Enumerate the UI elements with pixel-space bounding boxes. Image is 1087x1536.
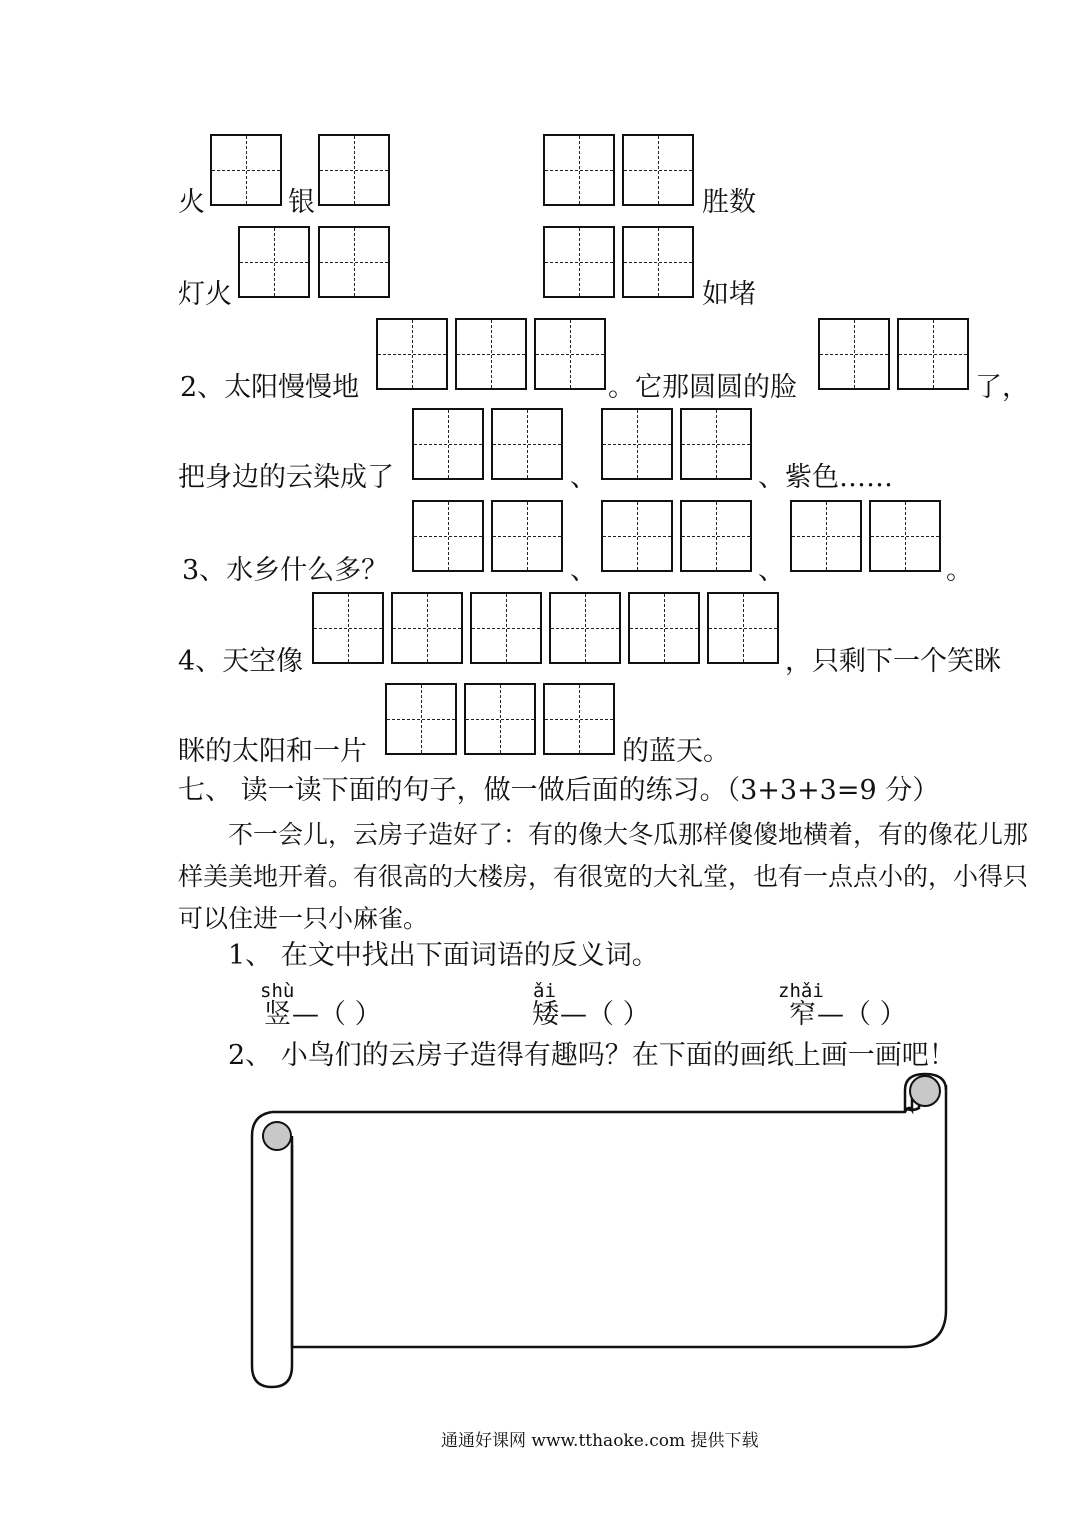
- q7-1-text: 1、 在文中找出下面词语的反义词。: [228, 940, 659, 971]
- passage-line-1: 不一会儿，云房子造好了：有的像大冬瓜那样傻傻地横着，有的像花儿那: [228, 820, 1029, 849]
- pinyin-zhai: zhǎi: [778, 980, 824, 1002]
- q3-end: 。: [946, 555, 973, 586]
- row1-char-yin: 银: [288, 187, 315, 218]
- row1-end-text: 胜数: [702, 187, 756, 218]
- q3-text: 3、水乡什么多？: [182, 555, 389, 586]
- row2-text: 灯火: [178, 279, 232, 310]
- pinyin-ai: ǎi: [533, 980, 556, 1002]
- q4-text-end: ，只剩下一个笑眯: [785, 646, 1001, 677]
- antonym-word: 窄: [789, 999, 816, 1030]
- antonym-blank[interactable]: —（ ）: [817, 999, 907, 1030]
- q4-text-a: 4、天空像: [178, 646, 304, 677]
- antonym-blank[interactable]: —（ ）: [292, 999, 382, 1030]
- antonym-word: 矮: [532, 999, 559, 1030]
- passage-line-3: 可以住进一只小麻雀。: [178, 904, 429, 933]
- antonym-word: 竖: [264, 999, 291, 1030]
- q2-text-b: 。它那圆圆的脸: [608, 372, 797, 403]
- q4-line2-text: 眯的太阳和一片: [178, 736, 367, 767]
- q2-line2-text: 把身边的云染成了: [178, 462, 394, 493]
- q3-sep: 、: [758, 555, 785, 586]
- antonym-blank[interactable]: —（ ）: [560, 999, 650, 1030]
- q2-sep: 、: [570, 462, 597, 493]
- passage-line-2: 样美美地开着。有很高的大楼房，有很宽的大礼堂，也有一点点小的，小得只: [178, 862, 1029, 891]
- q2-text-a: 2、太阳慢慢地: [180, 372, 360, 403]
- q2-text-c: 了，: [975, 372, 1029, 403]
- footer-text: 通通好课网 www.tthaoke.com 提供下载: [441, 1431, 759, 1451]
- q3-sep: 、: [570, 555, 597, 586]
- q7-2-text: 2、 小鸟们的云房子造得有趣吗？在下面的画纸上画一画吧！: [228, 1040, 956, 1071]
- row1-char-huo: 火: [178, 187, 205, 218]
- section-7-heading: 七、 读一读下面的句子，做一做后面的练习。（3+3+3=9 分）: [178, 775, 940, 806]
- q2-line2-end: 、紫色……: [758, 462, 893, 493]
- row2-end-text: 如堵: [702, 279, 756, 310]
- q4-line2-end: 的蓝天。: [622, 736, 730, 767]
- pinyin-shu: shù: [260, 980, 295, 1002]
